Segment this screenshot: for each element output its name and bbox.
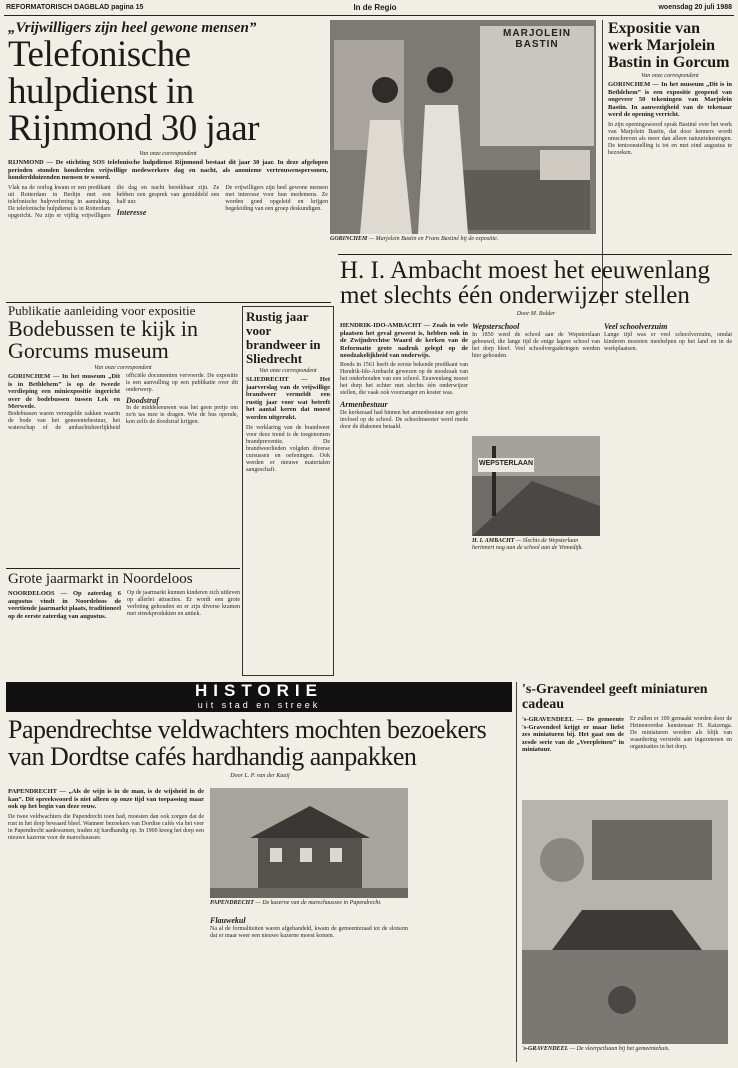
caption-text: — De kazerne van de marechaussee in Papendrecht. [253,900,382,906]
page-header-left: REFORMATORISCH DAGBLAD pagina 15 [6,4,144,11]
page-header-date: woensdag 20 juli 1988 [658,4,732,11]
byline: Van onze correspondent [94,365,152,371]
article-body [8,590,240,620]
article-hulpdienst [8,20,328,300]
photo-caption [472,538,600,558]
subheading-3: Veel schoolverzuim [604,322,668,331]
historie-title: HISTORIE [195,681,323,700]
photo-gravendeel [522,800,728,1044]
article-lead: HENDRIK-IDO-AMBACHT — Zoals in vele plaatsen het geval geweest is, hebben ook in de Zwijndrechtse Waard de kerken van de Reformatie grote nadruk gelegd op de noodzakelijkheid van onderwijs. [340,322,468,360]
article-kicker: Publikatie aanleiding voor expositie [8,303,196,318]
photo-block-gorinchem [330,20,596,248]
byline: Door L. P. van der Kaaij [230,773,290,779]
article-headline: Bodebussen te kijk in Gorcums museum [8,316,199,363]
article-lead-column [8,788,204,1058]
article-body: De twee veldwachters die Papendrecht toen had, moesten dan ook zorgen dat de rust in het dorp bewaard bleef. Wanneer bezoekers van Dordtse cafés via het veer in Papendrecht aankwamen, traden zij hardhandig op. In 1900 kreeg het dorp een nieuwe kazerne voor de marechaussee. [8,813,204,841]
subheading: Doodstraf [126,396,159,405]
article-body [8,185,328,315]
caption-place: PAPENDRECHT [210,900,254,906]
article-brandweer [242,306,334,676]
historie-banner [6,682,512,712]
article-lead: NOORDELOOS — Op zaterdag 6 augustus vindt in Noordeloos de veertiende jaarmarkt plaats, traditioneel op de eerste zaterdag van augustus. [8,590,122,620]
caption-text: — Marjolein Bastin en Frans Bastiné bij de expositie. [367,236,499,242]
section-name: In de Regio [353,3,397,12]
article-body-text-2: De vrijwilligers zijn heel gewone mensen met interesse voor hun medemens. Ze worden goed opgeleid en krijgen begeleiding van een groep deskundigen. [225,184,328,212]
article-column-3 [604,322,732,678]
article-lead: GORINCHEM — In het museum „Dit is in Bethlehem” is op de tweede verdieping een miniexpositie ingericht over de bodebussen tussen Lek en Merwede. [8,373,120,411]
article-headline: Papendrechtse veldwachters mochten bezoekers van Dordtse cafés hardhandig aanpakken [8,715,487,771]
article-body: De verklaring van de brandweer voor deze trend is de toegenomen brandpreventie. De brandweerlieden volgden diverse cursussen en oefeningen. Ook werden er nieuwe materialen aangeschaft. [246,424,330,473]
photo-caption [210,900,408,914]
article-body-2: Na al de formaliteiten waren afgehandeld, kwam de gemeenteraad tot de slotsom dat er maar weer een nieuwe kazerne moest komen. [210,926,408,939]
caption-place: 's-GRAVENDEEL [522,1046,569,1052]
article-headline: Rustig jaar voor brandweer in Sliedrecht [246,309,321,366]
photo-sign-text: MARJOLEIN BASTIN [503,28,571,50]
article-body-text: Er zullen er 100 gemaakt worden door de Heinenoordse kunstenaar H. Kaizenga. De miniaturen worden als blijk van waardering verstrekt aan ingezetenen en organisaties in het dorp. [630,716,732,750]
photo-illustration [210,788,408,898]
subheading: Armenbestuur [340,399,388,409]
article-body-4: Lange tijd was er veel schoolverzuim, omdat kinderen moesten meehelpen op het land en in de werkplaatsen. [604,332,732,352]
photo-expositie [330,20,596,234]
article-gravendeel [516,682,732,1062]
article-hi-ambacht [340,258,732,678]
article-headline: H. I. Ambacht moest het eeuwenlang met slechts één onderwijzer stellen [340,257,711,309]
header-rule [4,15,734,16]
photo-wepsterlaan [472,436,600,536]
caption-place: H. I. AMBACHT [472,538,515,544]
photo-caption [522,1046,728,1060]
subheading-2: Wepsterschool [472,322,520,331]
street-sign-text: WEPSTERLAAN [478,460,534,467]
article-body: In zijn openingswoord sprak Bastiné over het werk van Marjolein Bastin, dat door kenners wordt omschreven als meer dan alleen natuurtekeningen. De tentoonstelling is tot en met eind augustus te bezoeken. [608,121,732,156]
article-body-text: Vlak na de oorlog kwam er een predikant uit Rotterdam in Berlijn met een telefonische hulpverlening in aanraking. De telefonische hulpdienst is in Rotterdam opgericht. Nu zijn er vijftig vrijwilligers die dag en nacht bereikbaar zijn. Ze hebben een gesprek van gemiddeld een half uur. [8,184,220,219]
article-body [522,716,732,808]
article-body-3: In 1850 werd de school aan de Wepsterslaan gebouwd, die lange tijd de enige lagere school van het dorp bleef. Veel schoolvergaderingen werden hier gehouden. [472,332,600,359]
article-lead: GORINCHEM — In het museum „Dit is in Bethlehem” is een expositie geopend van ongeveer 50 tekeningen van Marjolein Bastin. In aanwezigheid van de tekenaar werd de opening verricht. [608,81,732,119]
photo-caption [330,236,596,243]
article-papendrecht [8,716,512,1062]
subheading: Flauwekul [210,916,246,925]
article-lead: RIJNMOND — De stichting SOS telefonische hulpdienst Rijnmond bestaat dit jaar 30 jaar. In deze afgelopen perioden stonden honderden vrijwillige medewerkers dag en nacht, als anonieme vertrouwenspersonen, honderdduizenden mensen te woord. [8,159,328,182]
article-headline: 's-Gravendeel geeft miniaturen cadeau [522,682,708,712]
article-bodebussen [8,304,238,566]
photo-illustration [522,800,728,1044]
byline: Van onze correspondent [641,73,699,79]
caption-place: GORINCHEM [330,236,368,242]
caption-text: — Slechts de Wepsterlaan herinnert nog aan de school aan de Vinnedijk. [472,538,583,551]
photo-illustration [472,436,600,536]
photo-illustration [330,20,596,234]
byline: Door M. Bolder [516,311,556,317]
article-headline: Expositie van werk Marjolein Bastin in Gorcum [608,20,730,71]
photo-kazerne [210,788,408,898]
byline: Van onze correspondent [259,368,317,374]
article-column-2 [472,322,600,432]
article-headline: Grote jaarmarkt in Noordeloos [8,571,193,587]
article-column-2 [210,916,408,1058]
byline: Van onze correspondent [139,151,197,157]
article-lead: PAPENDRECHT — „Als de wijn is in de man, is de wijsheid in de kan”. Dit spreekwoord is niet alleen op onze tijd van toepassing maar ook op het begin van deze eeuw. [8,788,204,811]
historie-subtitle: uit stad en streek [197,700,321,710]
rule [338,254,732,255]
article-body: Reeds in 1561 heeft de eerste bekende predikant van Hendrik-Ido-Ambacht gewezen op de noodzaak van het onderhouden van een school. Eeuwenlang moest het dorp het echter met slechts één onderwijzer stellen, die vaak ook voorzanger en koster was. [340,361,468,396]
rule [6,568,240,569]
article-kicker: „Vrijwilligers zijn heel gewone mensen” [8,20,257,36]
article-lead: SLIEDRECHT — Het jaarverslag van de vrijwillige brandweer vermeldt een rustig jaar voor wat betreft het aantal keren dat moest worden uitgerukt. [246,376,330,421]
article-column-1 [340,322,468,678]
article-body-2: De kerkeraad had binnen het armenbestuur een grote invloed op de school. De schoolmeester werd mede door de diakenen betaald. [340,409,468,430]
article-body [8,373,238,563]
article-body-text: Bodebussen waren verzegelde zakken waarin de bode van het gemeentebestuur, het waterschap of de ambachtsheerlijkheid officiële documenten vervoerde. De expositie is een aanvulling op een publikatie over dit onderwerp. [8,373,238,431]
article-body-text-2: In de middeleeuwen was het geen pretje om zo'n tas mee te dragen. Wie de bus opende, kon zelfs de doodstraf krijgen. [126,405,238,425]
article-body-text: Op de jaarmarkt kunnen kinderen zich uitleven op allerlei attracties. Er wordt een grote verloting gehouden en er zijn diverse kramen met streekprodukten en antiek. [127,590,240,617]
subheading: Interesse [116,207,147,217]
caption-text: — De vleerpeilsaan bij het gemeentehuis. [568,1046,670,1052]
article-lead: 's-GRAVENDEEL — De gemeente 's-Gravendeel krijgt er maar liefst zes miniaturen bij. Het gaat om de zesde serie van de „Veerpleinen” in miniatuur. [522,716,624,754]
article-jaarmarkt [8,571,240,677]
article-headline: Telefonische hulpdienst in Rijnmond 30 jaar [8,34,259,149]
